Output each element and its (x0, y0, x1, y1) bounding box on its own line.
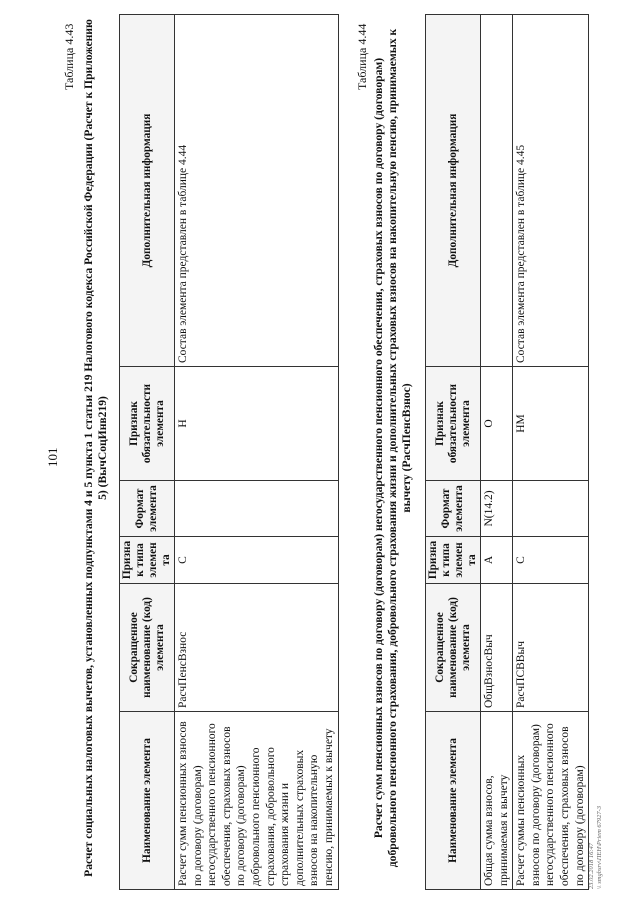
stamp-path: \\ smgbsrv\ПЕН\Priem 67927-3 (596, 805, 603, 889)
table-cell: РасчПСВВыч (513, 584, 589, 712)
table-header-row (120, 15, 175, 890)
column-header: Признак типа элемента (120, 537, 175, 584)
table-title: Расчет сумм пенсионных взносов по договору (договорам) негосударственного пенсионного обеспечения, страховых взносов по договору (договорам) добровольного пенсионного страхования, добровольного страхования жизни и дополнительных страховых взносов на накопительную пенсию, принимаемых к вычету (РасчПенсВзнос) (372, 28, 413, 868)
table-cell (481, 15, 513, 367)
table-cell: А (481, 537, 513, 584)
column-header: Наименование элемента (426, 712, 481, 890)
table-cell: N(14.2) (481, 481, 513, 537)
table-cell: О (481, 367, 513, 481)
column-header: Формат элемента (426, 481, 481, 537)
table-cell: ОбщВзносВыч (481, 584, 513, 712)
table-cell: Общая сумма взносов, принимаемая к вычету (481, 712, 513, 890)
column-header: Дополнительная информация (120, 15, 175, 367)
column-header: Сокращенное наименование (код) элемента (120, 584, 175, 712)
table-cell (175, 481, 339, 537)
table-row (175, 15, 339, 890)
column-header: Признак обязательности элемента (426, 367, 481, 481)
table-caption: Таблица 4.43 (62, 23, 76, 90)
table-4-43 (119, 14, 339, 890)
table-cell (513, 481, 589, 537)
file-stamp (588, 806, 604, 889)
table-row (513, 15, 589, 890)
table-cell: Состав элемента представлен в таблице 4.45 (513, 15, 589, 367)
column-header: Признак обязательности элемента (120, 367, 175, 481)
table-caption: Таблица 4.44 (355, 23, 369, 90)
table-cell: Состав элемента представлен в таблице 4.44 (175, 15, 339, 367)
table-cell: Н (175, 367, 339, 481)
column-header: Формат элемента (120, 481, 175, 537)
page-number: 101 (45, 447, 60, 467)
table-row (481, 15, 513, 890)
table-cell: Расчет суммы пенсионных взносов по договору (договорам) негосударственного пенсионного обеспечения, страховых взносов по договору (договорам) (513, 712, 589, 890)
table-cell: НМ (513, 367, 589, 481)
table-4-44 (425, 14, 589, 890)
stamp-date: 23.02.2018 16:47 (588, 842, 595, 889)
table-title: Расчет социальных налоговых вычетов, установленных подпунктами 4 и 5 пункта 1 статьи 219 Налогового кодекса Российской Федерации (Расчет к Приложению 5) (ВычСоцИнв219) (82, 19, 109, 877)
table-cell: РасчПенсВзнос (175, 584, 339, 712)
column-header: Наименование элемента (120, 712, 175, 890)
table-cell: С (513, 537, 589, 584)
column-header: Признак типа элемента (426, 537, 481, 584)
column-header: Дополнительная информация (426, 15, 481, 367)
table-cell: Расчет сумм пенсионных взносов по договору (договорам) негосударственного пенсионного обеспечения, страховых взносов по договору (договорам) добровольного пенсионного страхования, добровольного страхования жизни и дополнительных страховых взносов на накопительную пенсию, принимаемых к вычету (175, 712, 339, 890)
table-header-row (426, 15, 481, 890)
table-cell: С (175, 537, 339, 584)
column-header: Сокращенное наименование (код) элемента (426, 584, 481, 712)
